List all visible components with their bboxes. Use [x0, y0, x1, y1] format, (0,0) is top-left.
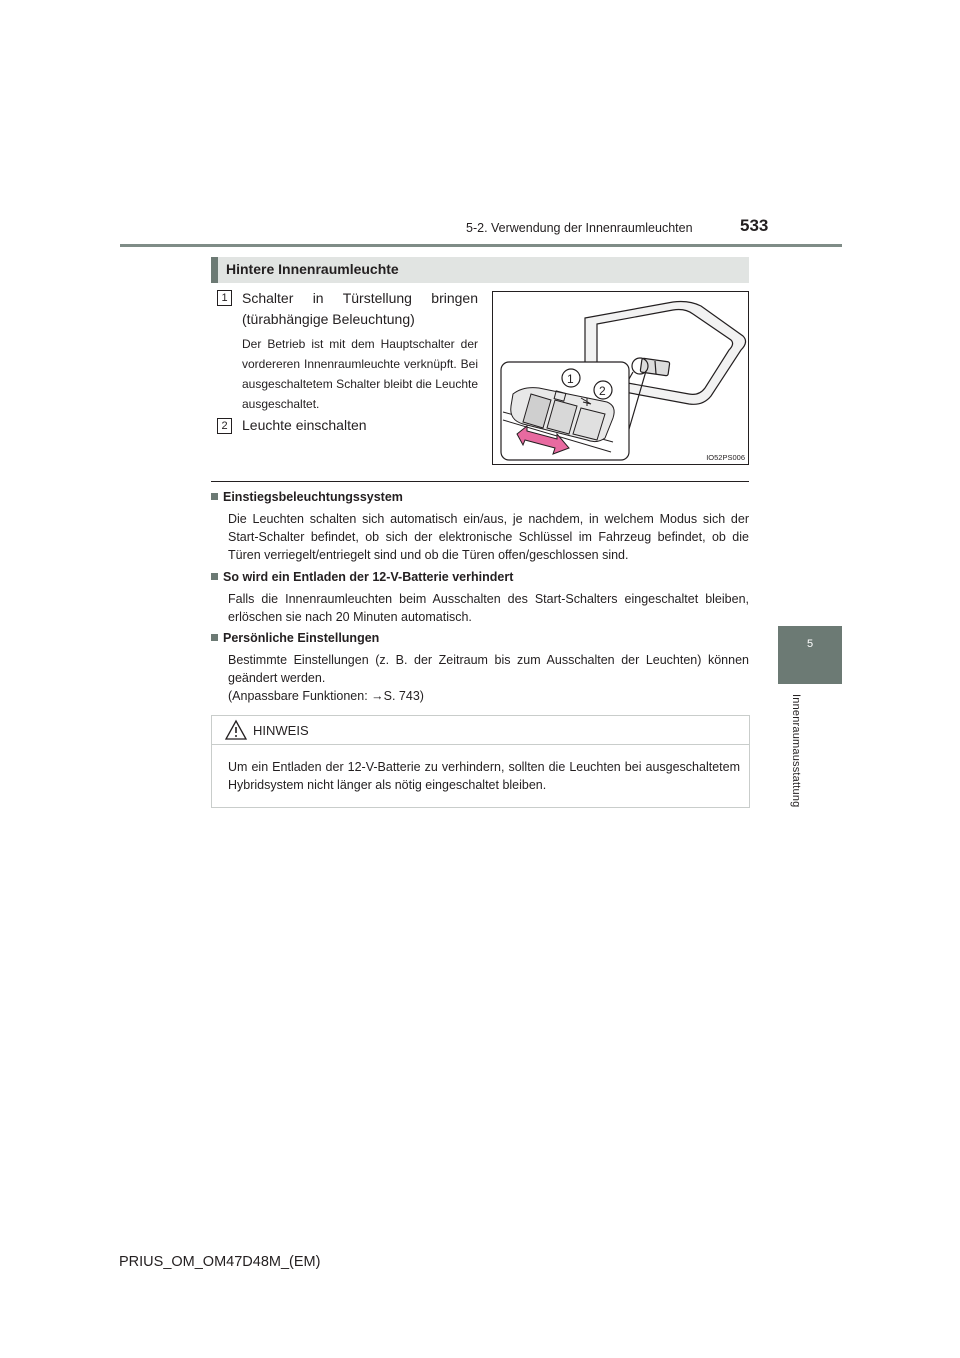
page-number: 533: [740, 216, 769, 235]
step-number-2: 2: [217, 418, 232, 434]
note-body-3: Bestimmte Einstellungen (z. B. der Zeitraum bis zum Ausschalten der Leuchten) können geändert werden. (Anpassbare Funktionen: →S. 743): [228, 653, 749, 703]
rear-light-illustration: [492, 291, 749, 465]
note-title-1: Einstiegsbeleuchtungssystem: [211, 490, 403, 504]
square-bullet-icon: [211, 573, 218, 580]
figure-code: IO52PS006: [706, 453, 745, 462]
header-rule: [120, 244, 842, 247]
running-header-title: 5-2. Verwendung der Innenraumleuchten: [466, 221, 693, 235]
note-title-3: Persönliche Einstellungen: [211, 631, 379, 645]
rear-interior-light-drawing: [493, 292, 748, 464]
step-2-text: Leuchte einschalten: [242, 417, 367, 433]
hinweis-body: Um ein Entladen der 12-V-Batterie zu verhindern, sollten die Leuchten bei ausgeschaltetem Hybridsystem nicht länger als nötig eingeschaltet bleiben.: [228, 760, 740, 792]
footer-model-code: PRIUS_OM_OM47D48M_(EM): [119, 1254, 321, 1270]
step-1-description: Der Betrieb ist mit dem Hauptschalter der vordereren Innenraumleuchte verknüpft. Bei ausgeschaltetem Schalter bleibt die Leuchte ausgeschaltet.: [242, 337, 478, 411]
page-reference-link[interactable]: →S. 743): [371, 689, 424, 703]
hinweis-title: HINWEIS: [253, 723, 309, 738]
chapter-tab[interactable]: [778, 626, 842, 684]
note-title-2: So wird ein Entladen der 12-V-Batterie verhindert: [211, 570, 513, 584]
arrow-right-icon: →: [371, 689, 384, 703]
figure-callout-1: 1: [567, 372, 574, 386]
section-heading: [211, 257, 749, 283]
chapter-label: Innenraumausstattung: [790, 694, 802, 808]
square-bullet-icon: [211, 634, 218, 641]
note-body-1: Die Leuchten schalten sich automatisch ein/aus, je nachdem, in welchem Modus sich der Start-Schalter befindet, ob sich der elektronische Schlüssel im Fahrzeug befindet, ob die Türen verriegelt/entriegelt sind und ob die Türen offen/geschlossen sind.: [228, 512, 749, 562]
step-1-text: Schalter in Türstellung bringen (türabhängige Beleuchtung): [242, 290, 478, 327]
section-title: Hintere Innenraumleuchte: [226, 261, 399, 277]
note-body-2: Falls die Innenraumleuchten beim Ausschalten des Start-Schalters eingeschaltet bleiben, erlöschen sie nach 20 Minuten automatisch.: [228, 592, 749, 624]
chapter-number: 5: [806, 638, 814, 650]
warning-triangle-icon: [224, 719, 248, 741]
figure-callout-2: 2: [599, 384, 606, 398]
square-bullet-icon: [211, 493, 218, 500]
hinweis-separator: [212, 744, 749, 745]
step-number-1: 1: [217, 290, 232, 306]
section-divider: [211, 481, 749, 482]
